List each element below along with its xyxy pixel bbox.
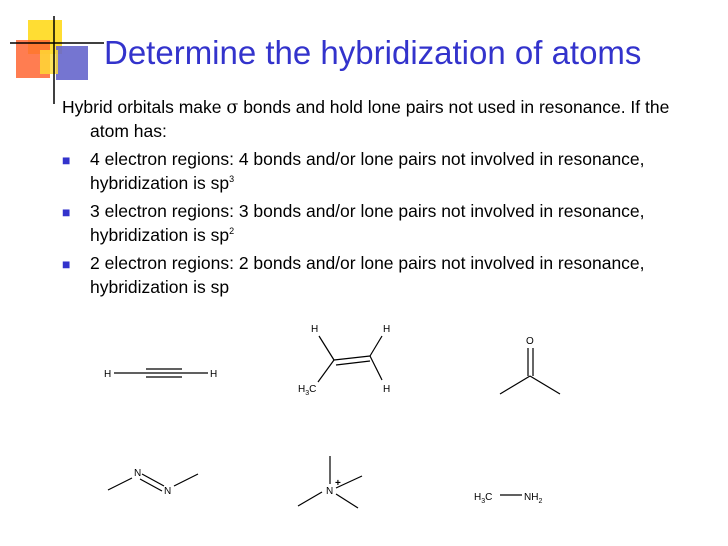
azo-left-bond [108, 478, 132, 490]
azo-right-bond [174, 474, 198, 486]
ammonium-bottom-bond [336, 494, 358, 508]
azo-n1: N [134, 468, 142, 479]
ammonium-charge: + [335, 478, 341, 489]
alkene-bottom-right-h: H [383, 384, 391, 395]
bullet-text: 3 electron regions: 3 bonds and/or lone pairs not involved in resonance, hybridization is sp [90, 201, 645, 245]
alkene-top-left-h: H [311, 324, 319, 335]
slide-title: Determine the hybridization of atoms [104, 34, 642, 71]
sigma-symbol: σ [226, 98, 239, 118]
alkene-bond-bl [318, 360, 334, 382]
alkene-top-right-h: H [383, 324, 391, 335]
alkene-methyl-label: $H_3C$ [298, 384, 317, 397]
bullet-superscript: 2 [229, 226, 235, 237]
ammonium-left-bond [298, 492, 322, 506]
alkene-bond-tr [370, 336, 382, 356]
methylamine-methyl: $H_3C$ [474, 492, 493, 505]
alkyne-right-h: H [210, 369, 218, 380]
alkene-structure [298, 324, 390, 397]
ketone-left-bond [500, 376, 530, 394]
square-bullet-icon: ■ [62, 152, 71, 168]
intro-prefix: Hybrid orbitals make [62, 97, 227, 117]
alkene-bond-tl [319, 336, 334, 360]
alkene-bond-br [370, 356, 382, 380]
alkyne-left-h: H [104, 369, 112, 380]
azo-structure [108, 468, 198, 497]
intro-suffix: bonds and hold lone pairs not used in resonance. If the atom has: [90, 97, 670, 141]
square-bullet-icon: ■ [62, 256, 71, 272]
alkene-double-bond-2 [336, 361, 370, 365]
ammonium-structure [298, 456, 362, 508]
alkene-double-bond-1 [334, 356, 370, 360]
azo-double-bond-1 [142, 474, 164, 486]
methylamine-structure [474, 492, 542, 505]
bullet-text: 4 electron regions: 4 bonds and/or lone pairs not involved in resonance, hybridization is sp [90, 149, 645, 193]
ketone-oxygen: O [526, 336, 534, 347]
ketone-structure [500, 336, 560, 394]
bullet-superscript: 3 [229, 174, 235, 185]
methylamine-amine: $NH_2$ [524, 492, 543, 505]
alkyne-structure [104, 369, 217, 380]
ketone-right-bond [530, 376, 560, 394]
azo-double-bond-2 [140, 479, 162, 491]
bullet-text: 2 electron regions: 2 bonds and/or lone pairs not involved in resonance, hybridization is sp [90, 253, 645, 297]
square-bullet-icon: ■ [62, 204, 71, 220]
azo-n2: N [164, 486, 172, 497]
ammonium-nitrogen: N [326, 486, 334, 497]
